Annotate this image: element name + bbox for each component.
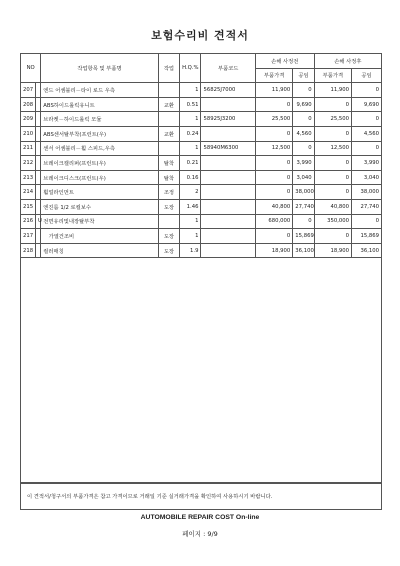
row-part-price-after: 18,900 xyxy=(314,243,351,258)
row-work: 탈착 xyxy=(158,156,179,171)
row-labor-before: 0 xyxy=(293,112,314,127)
row-hqs: 0.24 xyxy=(180,126,201,141)
row-labor-after: 0 xyxy=(352,112,382,127)
row-no: 212 xyxy=(21,156,36,171)
table-row xyxy=(21,214,382,229)
row-labor-after: 0 xyxy=(352,214,382,229)
row-labor-before: 0 xyxy=(293,214,314,229)
row-code: 58925J3200 xyxy=(201,112,255,127)
row-part-price-before: 0 xyxy=(255,170,292,185)
row-work: 도장 xyxy=(158,243,179,258)
row-part-price-before: 0 xyxy=(255,156,292,171)
row-labor-after: 0 xyxy=(352,141,382,156)
row-no: 213 xyxy=(21,170,36,185)
row-hqs: 1 xyxy=(180,141,201,156)
row-labor-after: 36,100 xyxy=(352,243,382,258)
row-no: 210 xyxy=(21,126,36,141)
row-code xyxy=(201,199,255,214)
row-labor-after: 9,690 xyxy=(352,97,382,112)
row-labor-before: 15,869 xyxy=(293,229,314,244)
row-code xyxy=(201,97,255,112)
row-labor-after: 38,000 xyxy=(352,185,382,200)
table-row xyxy=(21,243,382,258)
row-code xyxy=(201,126,255,141)
header-hqs: H.Q.% xyxy=(180,54,201,83)
table-row xyxy=(21,170,382,185)
row-labor-after: 4,560 xyxy=(352,126,382,141)
row-item: 센서 어셈블리－휠 스피드,우측 xyxy=(41,141,158,156)
row-part-price-after: 350,000 xyxy=(314,214,351,229)
row-part-price-after: 25,500 xyxy=(314,112,351,127)
row-part-price-before: 40,800 xyxy=(255,199,292,214)
row-no: 217 xyxy=(21,229,36,244)
row-item: 엔진룸 1/2 로컬보수 xyxy=(41,199,158,214)
row-hqs: 1.9 xyxy=(180,243,201,258)
row-no: 215 xyxy=(21,199,36,214)
row-work xyxy=(158,83,179,98)
row-work xyxy=(158,112,179,127)
footer-brand: AUTOMOBILE REPAIR COST On-line xyxy=(140,514,260,521)
row-part-price-after: 0 xyxy=(314,156,351,171)
row-hqs: 0.16 xyxy=(180,170,201,185)
table-row xyxy=(21,156,382,171)
table-row xyxy=(21,229,382,244)
row-work: 조정 xyxy=(158,185,179,200)
row-labor-after: 3,990 xyxy=(352,156,382,171)
row-no: 209 xyxy=(21,112,36,127)
document-title: 보험수리비 견적서 xyxy=(151,29,249,42)
header-labor-before: 공임 xyxy=(293,68,314,83)
row-item: 브레이크캘리퍼(프런트(우) xyxy=(41,156,158,171)
table-row xyxy=(21,112,382,127)
row-labor-before: 38,000 xyxy=(293,185,314,200)
header-no: NO xyxy=(21,54,41,83)
row-part-price-before: 0 xyxy=(255,229,292,244)
row-labor-before: 36,100 xyxy=(293,243,314,258)
row-labor-before: 27,740 xyxy=(293,199,314,214)
row-item: 브라켓－하이드롤릭 모듈 xyxy=(41,112,158,127)
row-item: 휠얼라인먼트 xyxy=(41,185,158,200)
row-hqs: 1.46 xyxy=(180,199,201,214)
row-part-price-before: 12,500 xyxy=(255,141,292,156)
row-no: 218 xyxy=(21,243,36,258)
row-part-price-after: 0 xyxy=(314,229,351,244)
row-no: 214 xyxy=(21,185,36,200)
row-item: 가열건조비 xyxy=(41,229,158,244)
row-part-price-after: 11,900 xyxy=(314,83,351,98)
row-part-price-before: 0 xyxy=(255,97,292,112)
row-work xyxy=(158,214,179,229)
row-no: 207 xyxy=(21,83,36,98)
page-number: 페이지 : 9/9 xyxy=(182,530,218,538)
row-hqs: 1 xyxy=(180,214,201,229)
table-row xyxy=(21,97,382,112)
header-part-price-after: 부품가격 xyxy=(314,68,351,83)
row-labor-after: 3,040 xyxy=(352,170,382,185)
row-code xyxy=(201,214,255,229)
header-part-price-before: 부품가격 xyxy=(255,68,292,83)
row-part-price-after: 12,500 xyxy=(314,141,351,156)
row-no: 211 xyxy=(21,141,36,156)
row-part-price-before: 680,000 xyxy=(255,214,292,229)
row-work: 교환 xyxy=(158,97,179,112)
row-item: 컬러매칭 xyxy=(41,243,158,258)
row-part-price-after: 40,800 xyxy=(314,199,351,214)
row-code: 58940M6300 xyxy=(201,141,255,156)
row-hqs: 0.21 xyxy=(180,156,201,171)
row-part-price-before: 0 xyxy=(255,185,292,200)
price-notice: 이 견적서/청구서의 부품가격은 참고 가격이므로 거래일 기준 실거래가격을 확인하여 사용하시기 바랍니다. xyxy=(20,483,382,510)
row-work xyxy=(158,141,179,156)
row-hqs: 1 xyxy=(180,83,201,98)
row-work: 도장 xyxy=(158,199,179,214)
row-item: ABS하이드롤릭유니트 xyxy=(41,97,158,112)
row-item: 브레이크디스크(프런트(우) xyxy=(41,170,158,185)
header-code: 부품코드 xyxy=(201,54,255,83)
row-labor-before: 3,040 xyxy=(293,170,314,185)
table-row xyxy=(21,185,382,200)
row-part-price-after: 0 xyxy=(314,170,351,185)
table-row xyxy=(21,141,382,156)
row-part-price-after: 0 xyxy=(314,97,351,112)
row-part-price-after: 0 xyxy=(314,126,351,141)
row-item: 엔드 어셈블리－타이 로드 우측 xyxy=(41,83,158,98)
table-row xyxy=(21,199,382,214)
estimate-table xyxy=(20,53,382,258)
row-labor-before: 3,990 xyxy=(293,156,314,171)
row-mark: U xyxy=(35,214,40,229)
row-no: 216 xyxy=(21,214,36,229)
row-hqs: 1 xyxy=(180,229,201,244)
row-labor-before: 0 xyxy=(293,141,314,156)
row-code xyxy=(201,243,255,258)
row-part-price-before: 0 xyxy=(255,126,292,141)
table-row xyxy=(21,126,382,141)
row-part-price-after: 0 xyxy=(314,185,351,200)
header-labor-after: 공임 xyxy=(352,68,382,83)
table-row xyxy=(21,83,382,98)
row-item: ABS센서탈부착(프런트(우) xyxy=(41,126,158,141)
header-before: 손해 사정전 xyxy=(255,54,314,69)
row-hqs: 1 xyxy=(180,112,201,127)
row-no: 208 xyxy=(21,97,36,112)
header-after: 손해 사정후 xyxy=(314,54,381,69)
row-labor-after: 27,740 xyxy=(352,199,382,214)
row-code xyxy=(201,170,255,185)
row-hqs: 0.51 xyxy=(180,97,201,112)
row-work: 탈착 xyxy=(158,170,179,185)
row-hqs: 2 xyxy=(180,185,201,200)
row-work: 도장 xyxy=(158,229,179,244)
row-code xyxy=(201,229,255,244)
row-code xyxy=(201,185,255,200)
header-work: 작업 xyxy=(158,54,179,83)
row-labor-after: 15,869 xyxy=(352,229,382,244)
row-code xyxy=(201,156,255,171)
row-item: 전면유리및내장탈부착 xyxy=(41,214,158,229)
row-labor-after: 0 xyxy=(352,83,382,98)
row-part-price-before: 18,900 xyxy=(255,243,292,258)
row-work: 교환 xyxy=(158,126,179,141)
row-part-price-before: 11,900 xyxy=(255,83,292,98)
row-labor-before: 0 xyxy=(293,83,314,98)
header-item: 작업항목 및 부품명 xyxy=(41,54,158,83)
row-part-price-before: 25,500 xyxy=(255,112,292,127)
row-labor-before: 9,690 xyxy=(293,97,314,112)
row-code: 56825J7000 xyxy=(201,83,255,98)
row-labor-before: 4,560 xyxy=(293,126,314,141)
